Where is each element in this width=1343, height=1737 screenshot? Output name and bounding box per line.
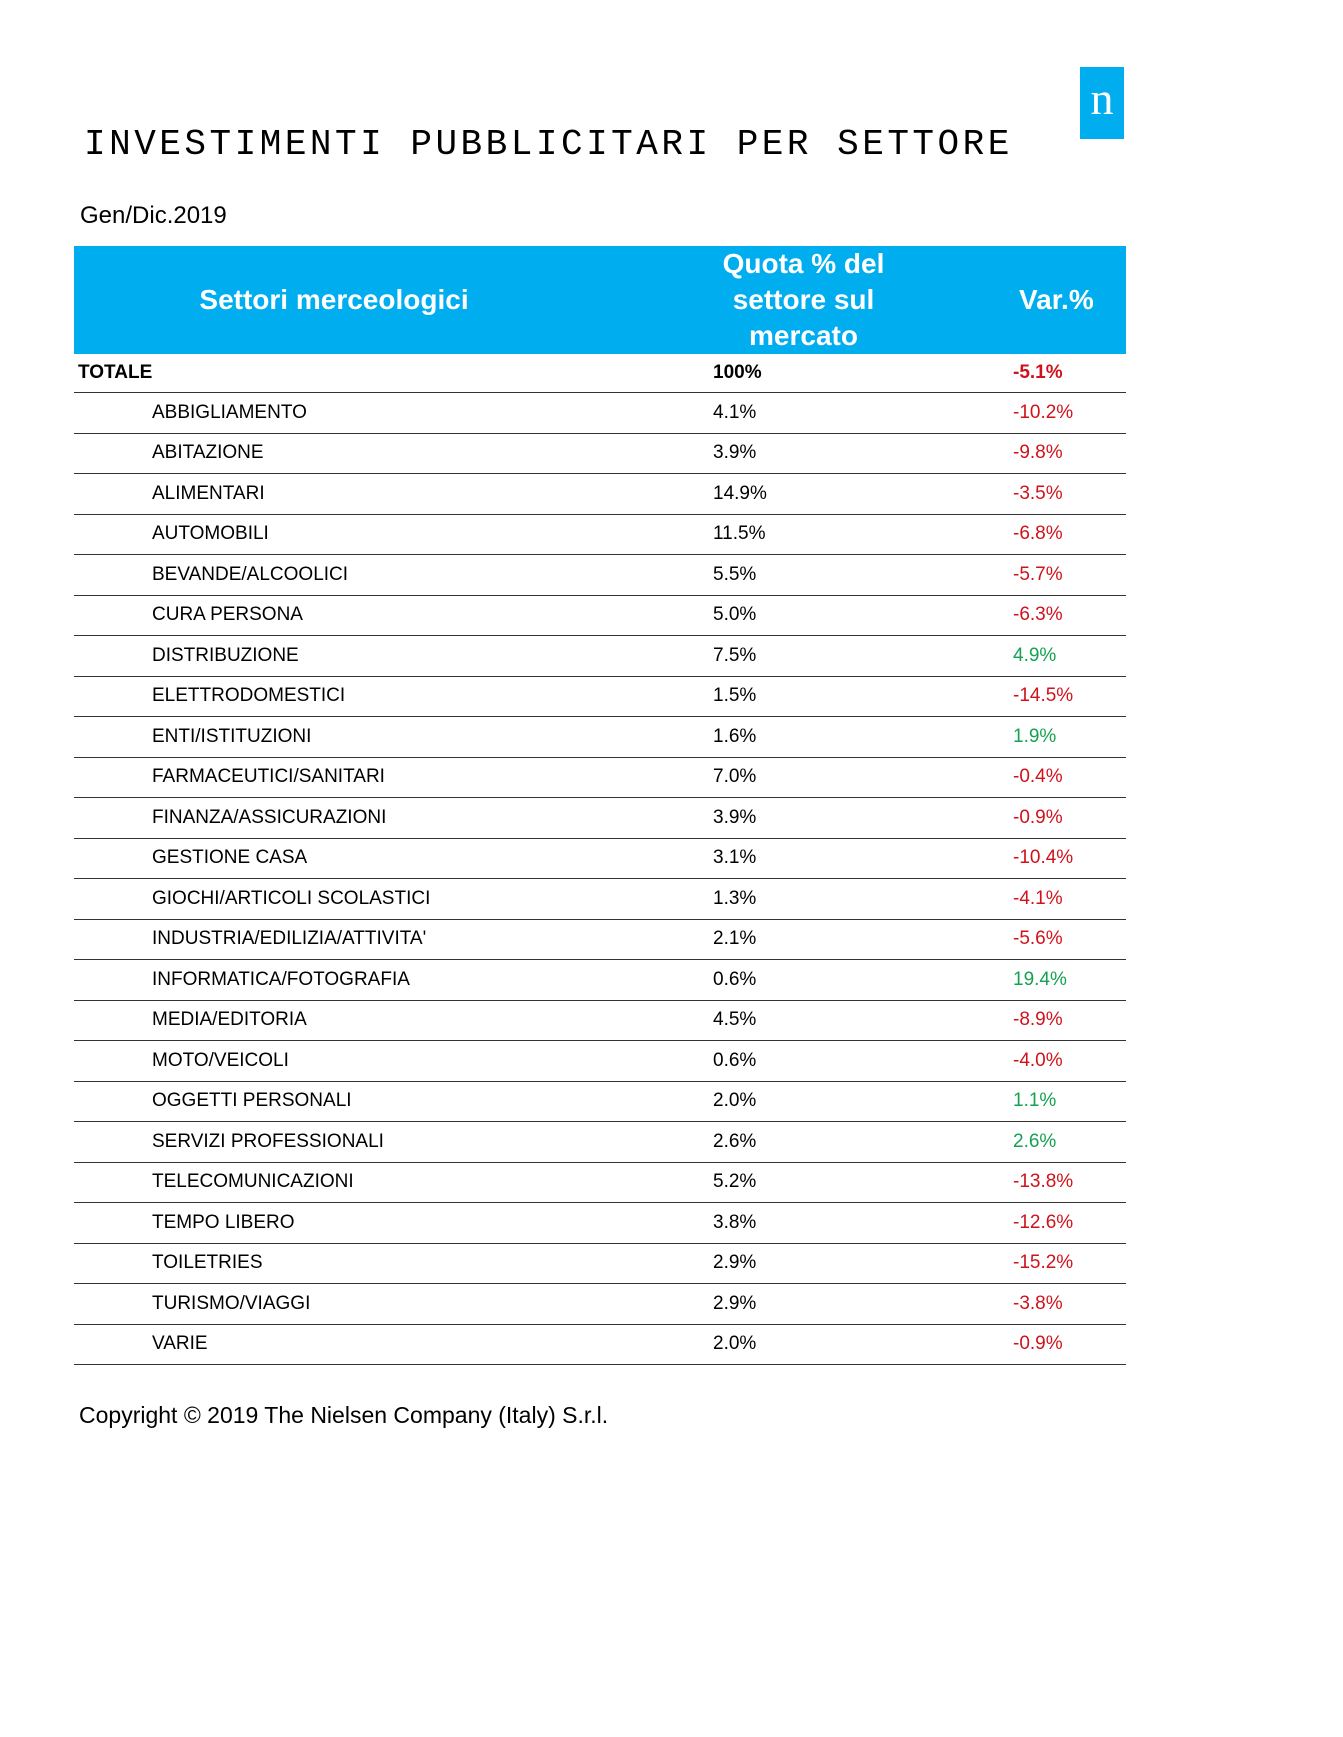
- table-row: [74, 1324, 1126, 1365]
- sector-share: 0.6%: [594, 960, 1013, 1001]
- sector-name: ENTI/ISTITUZIONI: [74, 717, 594, 758]
- sector-share: 2.9%: [594, 1243, 1013, 1284]
- table-row: [74, 393, 1126, 434]
- sector-var: -14.5%: [1013, 676, 1126, 717]
- sector-share: 4.1%: [594, 393, 1013, 434]
- sector-name: BEVANDE/ALCOOLICI: [74, 555, 594, 596]
- table-row: [74, 514, 1126, 555]
- sector-var: -12.6%: [1013, 1203, 1126, 1244]
- sector-var: -5.7%: [1013, 555, 1126, 596]
- sector-name: GIOCHI/ARTICOLI SCOLASTICI: [74, 879, 594, 920]
- sector-share: 3.9%: [594, 433, 1013, 474]
- sector-name: AUTOMOBILI: [74, 514, 594, 555]
- sector-name: TOILETRIES: [74, 1243, 594, 1284]
- sector-var: 2.6%: [1013, 1122, 1126, 1163]
- period-label: Gen/Dic.2019: [80, 202, 227, 229]
- header-share-line3: mercato: [749, 320, 858, 351]
- header-var: Var.%: [1013, 246, 1126, 354]
- sector-share: 2.1%: [594, 919, 1013, 960]
- table-row: [74, 919, 1126, 960]
- sector-name: INDUSTRIA/EDILIZIA/ATTIVITA': [74, 919, 594, 960]
- sector-name: MOTO/VEICOLI: [74, 1041, 594, 1082]
- sector-name: CURA PERSONA: [74, 595, 594, 636]
- header-share: [594, 246, 1013, 354]
- table-row: [74, 433, 1126, 474]
- sector-name: TURISMO/VIAGGI: [74, 1284, 594, 1325]
- total-row: [74, 354, 1126, 393]
- table-row: [74, 555, 1126, 596]
- sector-name: MEDIA/EDITORIA: [74, 1000, 594, 1041]
- table-row: [74, 595, 1126, 636]
- sector-share: 7.5%: [594, 636, 1013, 677]
- table-row: [74, 1284, 1126, 1325]
- sector-var: -3.5%: [1013, 474, 1126, 515]
- table-row: [74, 1243, 1126, 1284]
- sector-var: -0.9%: [1013, 798, 1126, 839]
- sector-share: 11.5%: [594, 514, 1013, 555]
- sector-var: -0.9%: [1013, 1324, 1126, 1365]
- table-row: [74, 1203, 1126, 1244]
- nielsen-logo: n: [1080, 67, 1124, 139]
- sector-var: -4.0%: [1013, 1041, 1126, 1082]
- sector-share: 2.0%: [594, 1081, 1013, 1122]
- sector-var: -6.3%: [1013, 595, 1126, 636]
- sector-name: ABBIGLIAMENTO: [74, 393, 594, 434]
- table-body: [74, 354, 1126, 1365]
- sector-share: 2.0%: [594, 1324, 1013, 1365]
- sector-var: -10.2%: [1013, 393, 1126, 434]
- sector-var: -13.8%: [1013, 1162, 1126, 1203]
- sector-name: ELETTRODOMESTICI: [74, 676, 594, 717]
- sector-var: -0.4%: [1013, 757, 1126, 798]
- sector-share: 3.9%: [594, 798, 1013, 839]
- sector-var: 1.9%: [1013, 717, 1126, 758]
- header-share-line1: Quota % del: [722, 248, 885, 279]
- sector-share: 5.5%: [594, 555, 1013, 596]
- sector-name: TEMPO LIBERO: [74, 1203, 594, 1244]
- sector-name: TELECOMUNICAZIONI: [74, 1162, 594, 1203]
- header-sector: Settori merceologici: [74, 246, 594, 354]
- sector-name: OGGETTI PERSONALI: [74, 1081, 594, 1122]
- table-row: [74, 474, 1126, 515]
- sector-var: 1.1%: [1013, 1081, 1126, 1122]
- table-row: [74, 676, 1126, 717]
- table-row: [74, 879, 1126, 920]
- sector-var: 19.4%: [1013, 960, 1126, 1001]
- sector-name: ALIMENTARI: [74, 474, 594, 515]
- table-row: [74, 717, 1126, 758]
- sector-var: -4.1%: [1013, 879, 1126, 920]
- sector-share: 3.1%: [594, 838, 1013, 879]
- table-row: [74, 1041, 1126, 1082]
- table-row: [74, 636, 1126, 677]
- sector-name: VARIE: [74, 1324, 594, 1365]
- sector-name: FARMACEUTICI/SANITARI: [74, 757, 594, 798]
- table-row: [74, 838, 1126, 879]
- sector-share: 0.6%: [594, 1041, 1013, 1082]
- total-var: -5.1%: [1013, 354, 1126, 393]
- sector-share: 1.3%: [594, 879, 1013, 920]
- sector-share: 5.0%: [594, 595, 1013, 636]
- sector-var: -10.4%: [1013, 838, 1126, 879]
- table-row: [74, 1081, 1126, 1122]
- sector-name: DISTRIBUZIONE: [74, 636, 594, 677]
- sector-share: 4.5%: [594, 1000, 1013, 1041]
- copyright-notice: Copyright © 2019 The Nielsen Company (Italy) S.r.l.: [79, 1402, 609, 1428]
- sector-var: -15.2%: [1013, 1243, 1126, 1284]
- table-header: [74, 246, 1126, 354]
- sector-share: 14.9%: [594, 474, 1013, 515]
- table-row: [74, 1000, 1126, 1041]
- table-row: [74, 1122, 1126, 1163]
- sector-name: ABITAZIONE: [74, 433, 594, 474]
- sector-var: -8.9%: [1013, 1000, 1126, 1041]
- header-share-line2: settore sul: [732, 284, 875, 315]
- sector-share: 7.0%: [594, 757, 1013, 798]
- sector-share: 2.9%: [594, 1284, 1013, 1325]
- sector-var: -6.8%: [1013, 514, 1126, 555]
- sector-share: 1.5%: [594, 676, 1013, 717]
- total-share: 100%: [594, 354, 1013, 393]
- sector-var: 4.9%: [1013, 636, 1126, 677]
- sector-name: GESTIONE CASA: [74, 838, 594, 879]
- sector-name: FINANZA/ASSICURAZIONI: [74, 798, 594, 839]
- sector-share: 2.6%: [594, 1122, 1013, 1163]
- page-title: INVESTIMENTI PUBBLICITARI PER SETTORE: [84, 124, 1013, 165]
- sector-var: -5.6%: [1013, 919, 1126, 960]
- sector-share: 1.6%: [594, 717, 1013, 758]
- sector-name: INFORMATICA/FOTOGRAFIA: [74, 960, 594, 1001]
- table-row: [74, 757, 1126, 798]
- total-name: TOTALE: [74, 354, 594, 393]
- sector-var: -9.8%: [1013, 433, 1126, 474]
- table-row: [74, 798, 1126, 839]
- sector-share: 3.8%: [594, 1203, 1013, 1244]
- sector-var: -3.8%: [1013, 1284, 1126, 1325]
- table-row: [74, 960, 1126, 1001]
- sector-name: SERVIZI PROFESSIONALI: [74, 1122, 594, 1163]
- sector-table: [74, 246, 1126, 1365]
- table-row: [74, 1162, 1126, 1203]
- sector-share: 5.2%: [594, 1162, 1013, 1203]
